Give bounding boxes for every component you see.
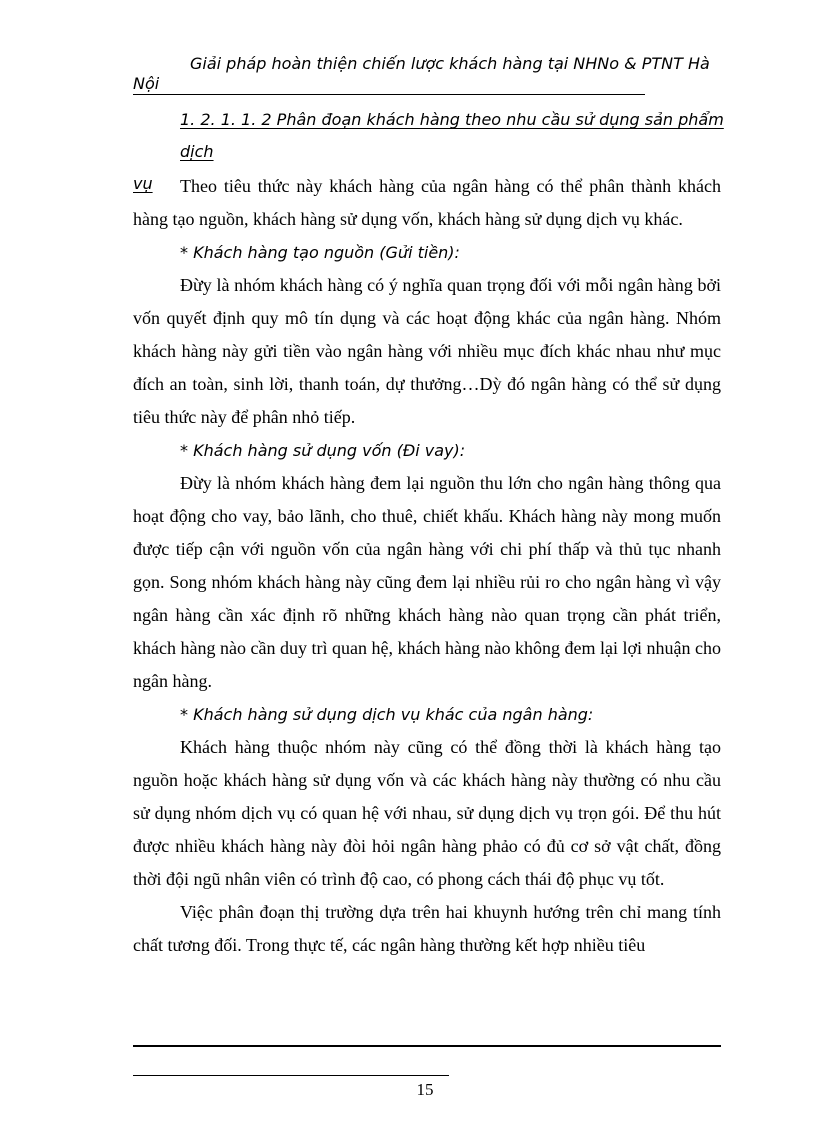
paragraph-deposit-customers: Đừy là nhóm khách hàng có ý nghĩa quan trọng đối với mỗi ngân hàng bởi vốn quyết định quy mô tín dụng và các hoạt động khác của ngân hàng. Nhóm khách hàng này gửi tiền vào ngân hàng với nhiều mục đích khác nhau như mục đích an toàn, sinh lời, thanh toán, dự thưởng…Dỳ đó ngân hàng có thể sử dụng tiêu thức này để phân nhỏ tiếp. — [133, 275, 721, 427]
header-title-line2: Nội — [133, 74, 160, 93]
bullet-other-services-customers: * Khách hàng sử dụng dịch vụ khác của ngân hàng: — [180, 705, 594, 724]
paragraph-intro: Theo tiêu thức này khách hàng của ngân hàng có thể phân thành khách hàng tạo nguồn, khách hàng sử dụng vốn, khách hàng sử dụng dịch vụ khác. — [133, 176, 721, 229]
paragraph-borrowing-customers: Đừy là nhóm khách hàng đem lại nguồn thu lớn cho ngân hàng thông qua hoạt động cho vay, bảo lãnh, cho thuê, chiết khấu. Khách hàng này mong muốn được tiếp cận với nguồn vốn của ngân hàng với chi phí thấp và thủ tục nhanh gọn. Song nhóm khách hàng này cũng đem lại nhiều rủi ro cho ngân hàng vì vậy ngân hàng cần xác định rõ những khách hàng nào quan trọng cần phát triển, khách hàng nào cần duy trì quan hệ, khách hàng nào không đem lại lợi nhuận cho ngân hàng. — [133, 473, 721, 691]
bullet-deposit-customers: * Khách hàng tạo nguồn (Gửi tiền): — [180, 243, 460, 262]
footer-short-rule — [133, 1075, 449, 1076]
section-heading-line1: 1. 2. 1. 1. 2 Phân đoạn khách hàng theo nhu cầu sử dụng sản phẩm dịch — [180, 110, 724, 161]
bullet-borrowing-customers: * Khách hàng sử dụng vốn (Đi vay): — [180, 441, 466, 460]
section-heading-line2: vụ — [133, 174, 153, 193]
page-number: 15 — [416, 1080, 434, 1099]
header-title-line1: Giải pháp hoàn thiện chiến lược khách hàng tại NHNo & PTNT Hà — [190, 54, 710, 73]
body-content — [133, 170, 721, 962]
paragraph-segmentation: Việc phân đoạn thị trường dựa trên hai khuynh hướng trên chỉ mang tính chất tương đối. Trong thực tế, các ngân hàng thường kết hợp nhiều tiêu — [133, 902, 721, 955]
paragraph-other-services-customers: Khách hàng thuộc nhóm này cũng có thể đồng thời là khách hàng tạo nguồn hoặc khách hàng sử dụng vốn và các khách hàng này thường có nhu cầu sử dụng nhóm dịch vụ có quan hệ với nhau, sử dụng dịch vụ trọn gói. Để thu hút được nhiều khách hàng này đòi hỏi ngân hàng phảo có đủ cơ sở vật chất, đồng thời đội ngũ nhân viên có trình độ cao, có phong cách thái độ phục vụ tốt. — [133, 737, 721, 889]
footer-rule — [133, 1045, 721, 1047]
running-header — [133, 54, 710, 95]
